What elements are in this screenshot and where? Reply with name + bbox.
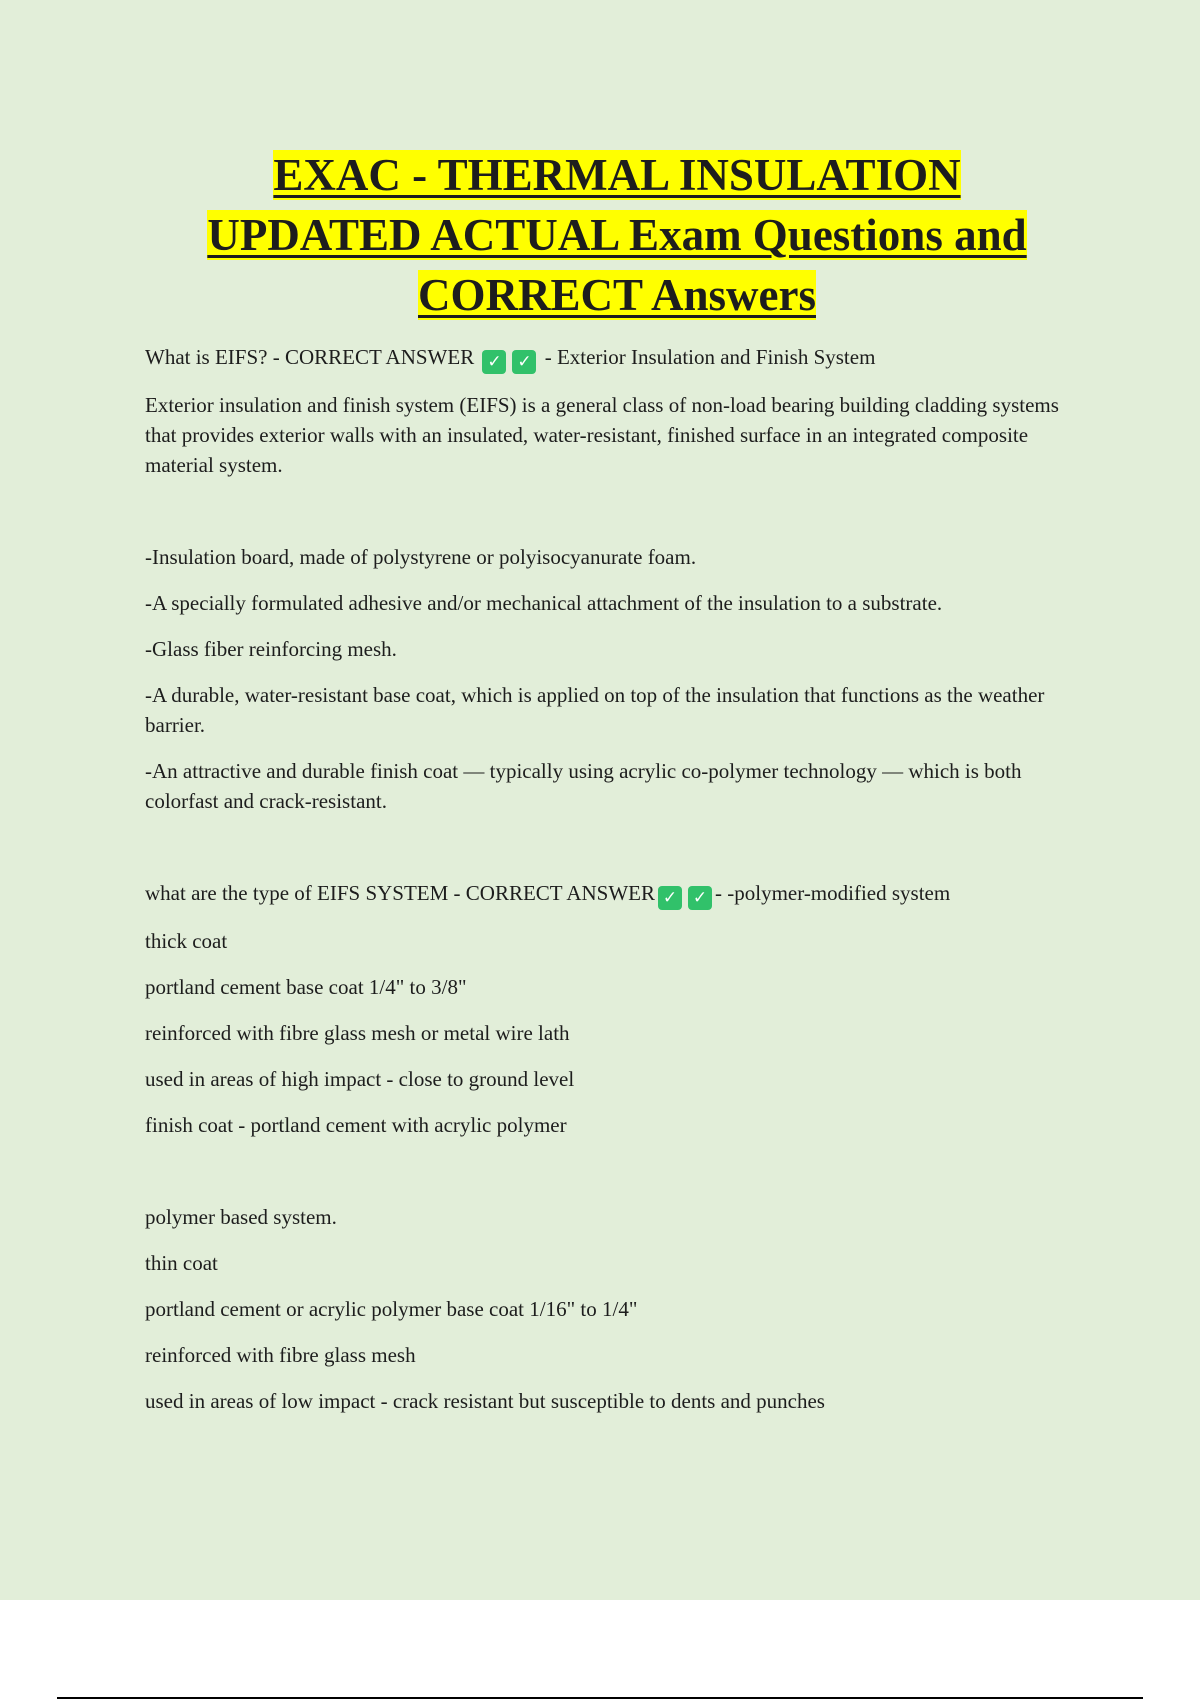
question-2-line [145, 878, 1095, 910]
question-1-text: What is EIFS? - CORRECT ANSWER [145, 345, 475, 369]
system-detail-line: reinforced with fibre glass mesh or metal wire lath [145, 1021, 570, 1045]
spacer [145, 496, 1095, 542]
document-title [60, 145, 1174, 325]
system-detail-line: polymer based system. [145, 1205, 337, 1229]
system-detail-line: reinforced with fibre glass mesh [145, 1343, 416, 1367]
component-item: -Insulation board, made of polystyrene or polyisocyanurate foam. [145, 545, 697, 569]
title-line-2: UPDATED ACTUAL Exam Questions and [207, 210, 1027, 260]
system-detail-line: used in areas of low impact - crack resistant but susceptible to dents and punches [145, 1389, 825, 1413]
check-mark-icon: ✓ [688, 886, 712, 910]
footer-divider [57, 1697, 1143, 1699]
check-mark-icon: ✓ [482, 350, 506, 374]
system-detail-line: used in areas of high impact - close to ground level [145, 1067, 575, 1091]
eifs-definition: Exterior insulation and finish system (EIFS) is a general class of non-load bearing building cladding systems that provides exterior walls with an insulated, water-resistant, finished surface in an integrated composite material system. [145, 393, 1059, 477]
question-1-line [145, 342, 1095, 374]
component-item: -A specially formulated adhesive and/or mechanical attachment of the insulation to a substrate. [145, 591, 943, 615]
component-item: -An attractive and durable finish coat — typically using acrylic co-polymer technology — which is both colorfast and crack-resistant. [145, 759, 1022, 813]
component-item: -A durable, water-resistant base coat, which is applied on top of the insulation that functions as the weather barrier. [145, 683, 1045, 737]
system-detail-line: thick coat [145, 929, 228, 953]
answer-2-text: - -polymer-modified system [715, 881, 951, 905]
title-line-3: CORRECT Answers [418, 270, 816, 320]
spacer [145, 832, 1095, 878]
answer-1-text: - Exterior Insulation and Finish System [544, 345, 876, 369]
system-detail-line: thin coat [145, 1251, 218, 1275]
question-2-text: what are the type of EIFS SYSTEM - CORRECT ANSWER [145, 881, 656, 905]
system-detail-line: portland cement or acrylic polymer base coat 1/16" to 1/4" [145, 1297, 638, 1321]
document-body [145, 342, 1095, 1432]
spacer [145, 1156, 1095, 1202]
component-item: -Glass fiber reinforcing mesh. [145, 637, 397, 661]
system-detail-line: portland cement base coat 1/4" to 3/8" [145, 975, 467, 999]
title-line-1: EXAC - THERMAL INSULATION [273, 150, 961, 200]
check-mark-icon: ✓ [658, 886, 682, 910]
check-mark-icon: ✓ [512, 350, 536, 374]
system-detail-line: finish coat - portland cement with acrylic polymer [145, 1113, 567, 1137]
